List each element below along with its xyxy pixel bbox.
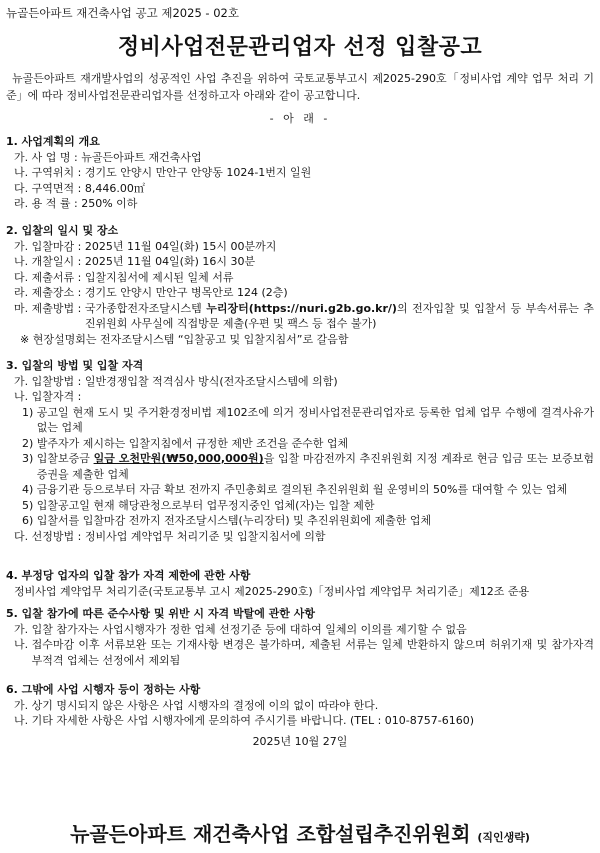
list-item: 가. 입찰마감 : 2025년 11월 04일(화) 15시 00분까지 [14,239,277,253]
deposit-amount: 일금 오천만원(₩50,000,000원) [93,452,264,465]
list-item: 1) 공고일 현재 도시 및 주거환경정비법 제102조에 의거 정비사업전문관리업자로 등록한 업체 업무 수행에 결격사유가 없는 업체 [22,405,594,434]
list-item: 가. 입찰 참가자는 사업시행자가 정한 업체 선정기준 등에 대하여 일체의 이의를 제기할 수 없음 [14,622,467,636]
section-4-text: 정비사업 계약업무 처리기준(국토교통부 고시 제2025-290호)「정비사업 계약업무 처리기준」제12조 준용 [14,584,530,598]
list-item: 2) 발주자가 제시하는 입찰지침에서 규정한 제반 조건을 준수한 업체 [22,436,349,450]
section-3-heading: 3. 입찰의 방법 및 입찰 자격 [6,359,144,372]
notice-date: 2025년 10월 27일 [252,735,348,748]
list-item: 3) 입찰보증금 일금 오천만원(₩50,000,000원)을 입찰 마감전까지 추진위원회 지정 계좌로 현금 입금 또는 보증보험증권을 제출한 업체 [22,452,594,481]
list-item: 가. 사 업 명 : 뉴골든아파트 재건축사업 [14,150,202,164]
list-item: 다. 제출서류 : 입찰지침서에 제시된 일체 서류 [14,270,234,284]
section-6-heading: 6. 그밖에 사업 시행자 등이 정하는 사항 [6,683,201,696]
below-marker: - 아 래 - [269,112,331,125]
list-item: 나. 접수마감 이후 서류보완 또는 기재사항 변경은 불가하며, 제출된 서류는 일체 반환하지 않으며 허위기재 및 참가자격 부적격 업체는 선정에서 제외됨 [14,638,594,667]
list-item: 5) 입찰공고일 현재 해당관청으로부터 업무정지중인 업체(자)는 입찰 제한 [22,498,375,512]
seal-omitted-note: (직인생략) [477,831,530,844]
list-item: 다. 선정방법 : 정비사업 계약업무 처리기준 및 입찰지침서에 의함 [14,529,326,543]
list-item: 가. 상기 명시되지 않은 사항은 사업 시행자의 결정에 이의 없이 따라야 한다. [14,698,379,712]
list-item: 마. 제출방법 : 국가종합전자조달시스템 누리장터(https://nuri.g2b.go.kr/)의 전자입찰 및 입찰서 등 부속서류는 추진위원회 사무실에 직접방문 제출(우편 및 팩스 등 접수 불가) [14,301,594,330]
section-5-heading: 5. 입찰 참가에 따른 준수사항 및 위반 시 자격 박탈에 관한 사항 [6,607,315,620]
list-item: 나. 구역위치 : 경기도 안양시 만안구 안양동 1024-1번지 일원 [14,166,312,179]
list-item: 라. 용 적 률 : 250% 이하 [14,197,138,210]
section-3 [6,358,594,544]
list-item: 나. 입찰자격 : [14,390,82,403]
section-4-heading: 4. 부정당 업자의 입찰 참가 자격 제한에 관한 사항 [6,569,251,582]
section-4 [6,568,594,599]
list-item: 다. 구역면적 : 8,446.00㎡ [14,181,145,195]
list-item: 4) 금융기관 등으로부터 자금 확보 전까지 주민총회로 결의된 추진위원회 월 운영비의 50%를 대여할 수 있는 업체 [22,483,568,496]
page-title: 정비사업전문관리업자 선정 입찰공고 [117,35,483,60]
list-item: 나. 기타 자세한 사항은 사업 시행자에게 문의하여 주시기를 바랍니다. (TEL : 010-8757-6160) [14,714,474,727]
section-2-heading: 2. 입찰의 일시 및 장소 [6,224,119,237]
section-5 [6,606,594,668]
note: ※ 현장설명회는 전자조달시스템 “입찰공고 및 입찰지침서”로 갈음함 [20,332,349,346]
section-1-heading: 1. 사업계획의 개요 [6,135,100,148]
nuri-url: 누리장터(https://nuri.g2b.go.kr/) [206,301,397,315]
intro-paragraph: 뉴골든아파트 재개발사업의 성공적인 사업 추진을 위하여 국토교통부고시 제2025-290호「정비사업 계약 업무 처리 기준」에 따라 정비사업전문관리업자를 선정하고자 아래와 같이 공고합니다. [6,72,594,102]
document-number: 뉴골든아파트 재건축사업 공고 제2025 - 02호 [6,6,239,20]
list-item: 나. 개찰일시 : 2025년 11월 04일(화) 16시 30분 [14,255,256,268]
list-item: 라. 제출장소 : 경기도 안양시 만안구 병목안로 124 (2층) [14,286,288,299]
section-1 [6,134,594,212]
section-2 [6,223,594,347]
list-item: 가. 입찰방법 : 일반경쟁입찰 적격심사 방식(전자조달시스템에 의함) [14,374,338,388]
list-item: 6) 입찰서를 입찰마감 전까지 전자조달시스템(누리장터) 및 추진위원회에 제출한 업체 [22,514,432,527]
issuer-signature: 뉴골든아파트 재건축사업 조합설립추진위원회 (직인생략) [70,822,530,846]
section-6 [6,682,594,729]
